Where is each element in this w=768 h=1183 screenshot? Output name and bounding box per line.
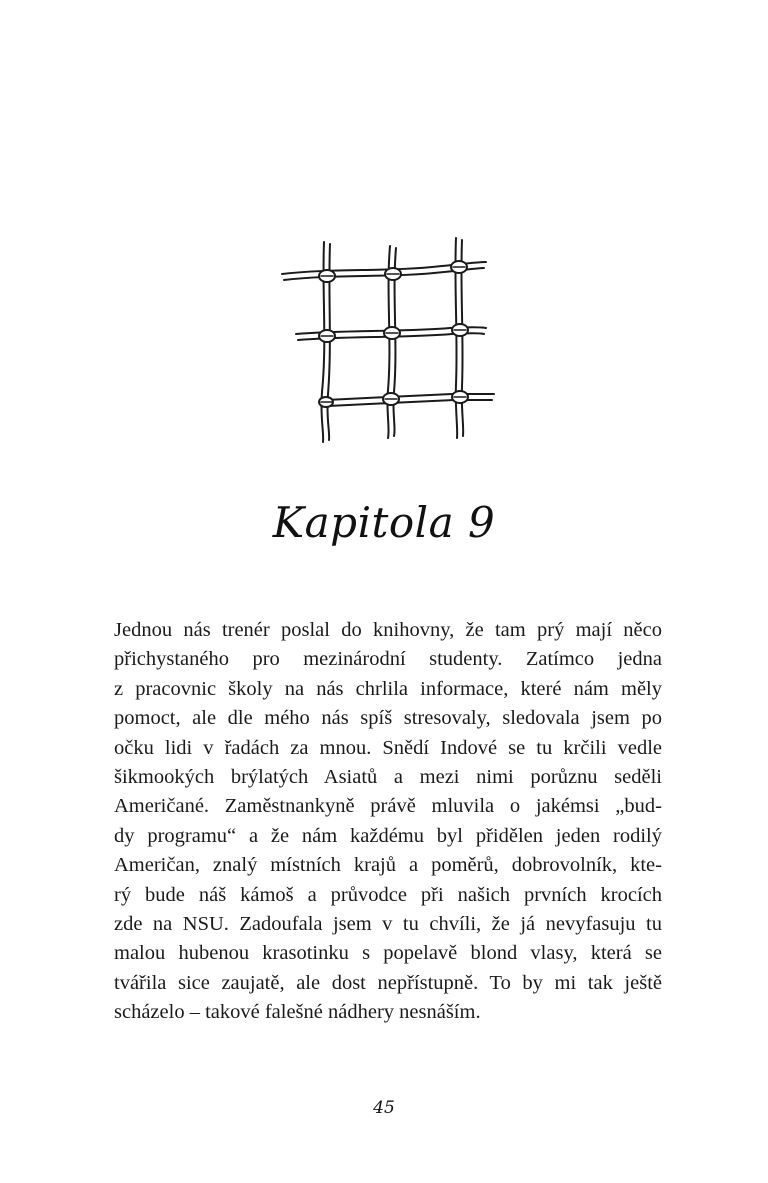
body-line: malou hubenou krasotinku s popelavě blond vlasy, která se <box>114 942 662 965</box>
body-line: očku lidi v řadách za mnou. Snědí Indové se tu krčili vedle <box>114 736 662 759</box>
body-line: dy programu“ a že nám každému byl přidělen jeden rodilý <box>114 824 662 847</box>
body-line: Američan, znalý místních krajů a poměrů, dobrovolník, kte- <box>114 854 662 877</box>
body-line: z pracovnic školy na nás chrlila informace, které nám měly <box>114 677 662 700</box>
body-line: Jednou nás trenér poslal do knihovny, že tam prý mají něco <box>114 619 662 641</box>
body-line: zde na NSU. Zadoufala jsem v tu chvíli, že já nevyfasuju tu <box>114 912 662 935</box>
body-line: tvářila sice zaujatě, ale dost nepřístupně. To by mi tak ještě <box>114 971 662 994</box>
body-text <box>114 616 662 1027</box>
body-line: přichystaného pro mezinárodní studenty. Zatímco jedna <box>114 648 662 671</box>
body-line: šikmookých brýlatých Asiatů a mezi nimi porůznu seděli <box>114 765 662 788</box>
page-number: 45 <box>373 1098 395 1118</box>
knotted-net-icon <box>272 232 500 448</box>
body-line: Američané. Zaměstnankyně právě mluvila o jakémsi „bud- <box>114 795 662 818</box>
chapter-title: Kapitola 9 <box>272 498 496 547</box>
body-line: scházelo – takové falešné nádhery nesnáším. <box>114 1001 481 1024</box>
body-line: rý bude náš kámoš a průvodce při našich prvních krocích <box>114 883 662 906</box>
body-line: pomoct, ale dle mého nás spíš stresovaly, sledovala jsem po <box>114 707 662 730</box>
